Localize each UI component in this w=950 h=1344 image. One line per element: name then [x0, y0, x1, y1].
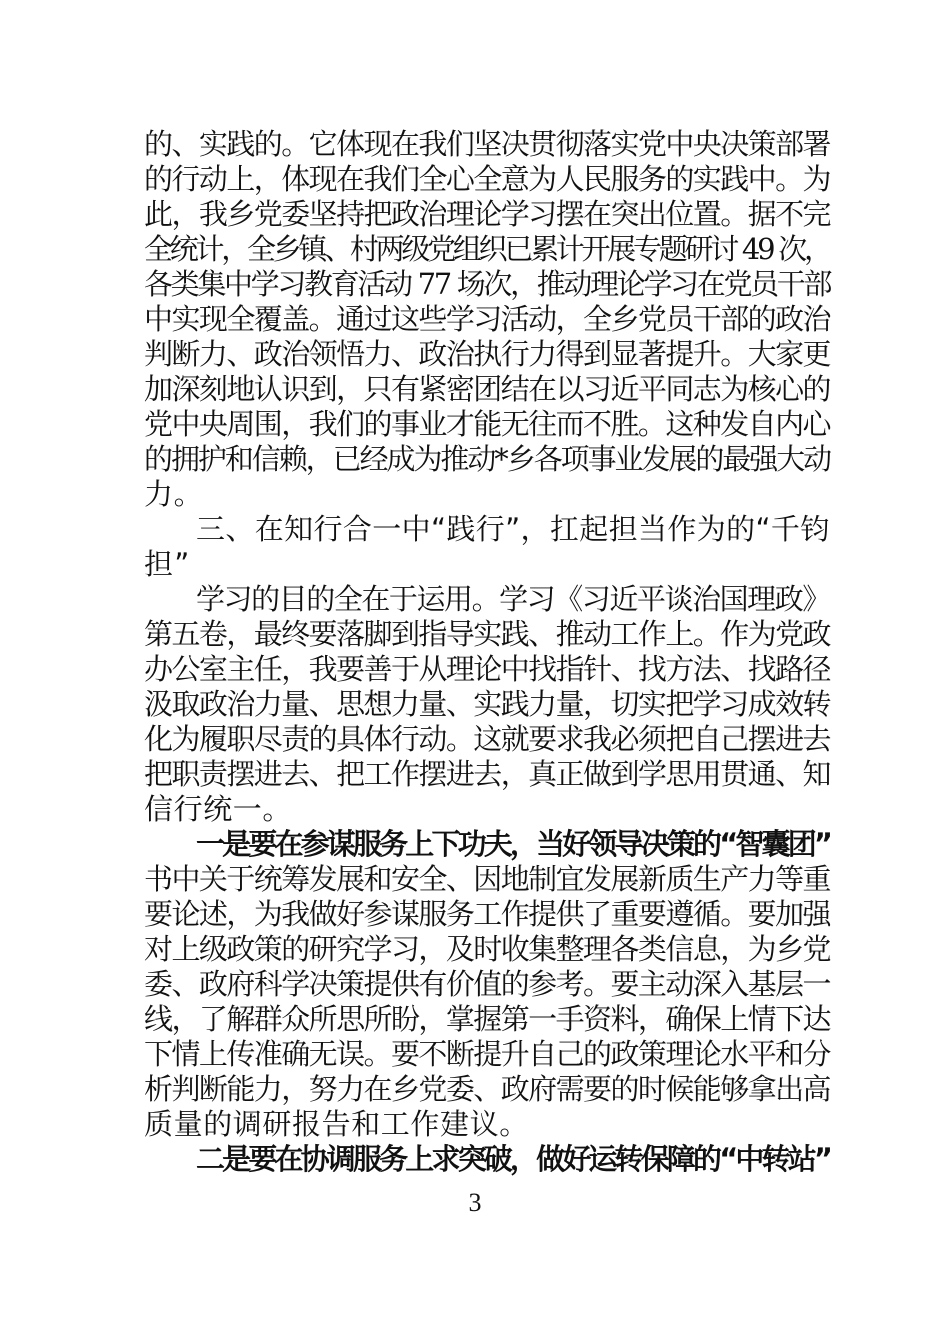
text-line: 质量的调研报告和工作建议。 — [144, 1107, 529, 1141]
section-heading: 三、在知行合一中“践行”，扛起担当作为的“千钧 — [196, 512, 830, 546]
text-line: 判断力、政治领悟力、政治执行力得到显著提升。大家更 — [144, 337, 831, 371]
text-line: 中实现全覆盖。通过这些学习活动，全乡党员干部的政治 — [144, 302, 831, 336]
text-line: 第五卷，最终要落脚到指导实践、推动工作上。作为党政 — [144, 617, 831, 651]
text-line: 书中关于统筹发展和安全、因地制宜发展新质生产力等重 — [144, 862, 831, 896]
text-line: 汲取政治力量、思想力量、实践力量，切实把学习成效转 — [144, 687, 831, 721]
text-line: 线，了解群众所思所盼，掌握第一手资料，确保上情下达 — [144, 1002, 831, 1036]
page-number: 3 — [468, 1188, 482, 1217]
text-line: 信行统一。 — [144, 792, 293, 826]
text-line: 办公室主任，我要善于从理论中找指针、找方法、找路径 — [144, 652, 831, 686]
text-line: 加深刻地认识到，只有紧密团结在以习近平同志为核心的 — [144, 372, 831, 406]
text-line: 对上级政策的研究学习，及时收集整理各类信息，为乡党 — [144, 932, 831, 966]
text-line: 的拥护和信赖，已经成为推动*乡各项事业发展的最强大动 — [144, 442, 831, 476]
section-heading: 担” — [144, 547, 191, 581]
text-line: 的行动上，体现在我们全心全意为人民服务的实践中。为 — [144, 162, 831, 196]
text-line: 各类集中学习教育活动 77 场次，推动理论学习在党员干部 — [144, 267, 831, 301]
text-line: 学习的目的全在于运用。学习《习近平谈治国理政》 — [196, 582, 830, 616]
text-line: 委、政府科学决策提供有价值的参考。要主动深入基层一 — [144, 967, 831, 1001]
subsection-heading: 二是要在协调服务上求突破，做好运转保障的“中转站” — [196, 1142, 831, 1176]
text-line: 析判断能力，努力在乡党委、政府需要的时候能够拿出高 — [144, 1072, 831, 1106]
text-line: 要论述，为我做好参谋服务工作提供了重要遵循。要加强 — [144, 897, 831, 931]
text-line: 全统计，全乡镇、村两级党组织已累计开展专题研讨 49 次， — [144, 232, 830, 266]
text-line: 的、实践的。它体现在我们坚决贯彻落实党中央决策部署 — [144, 127, 831, 161]
text-line: 此，我乡党委坚持把政治理论学习摆在突出位置。据不完 — [144, 197, 831, 231]
text-line: 把职责摆进去、把工作摆进去，真正做到学思用贯通、知 — [144, 757, 831, 791]
text-line: 下情上传准确无误。要不断提升自己的政策理论水平和分 — [144, 1037, 831, 1071]
text-line: 化为履职尽责的具体行动。这就要求我必须把自己摆进去 — [144, 722, 831, 756]
subsection-heading: 一是要在参谋服务上下功夫，当好领导决策的“智囊团” — [196, 827, 831, 861]
text-line: 力。 — [144, 477, 204, 511]
text-line: 党中央周围，我们的事业才能无往而不胜。这种发自内心 — [144, 407, 831, 441]
